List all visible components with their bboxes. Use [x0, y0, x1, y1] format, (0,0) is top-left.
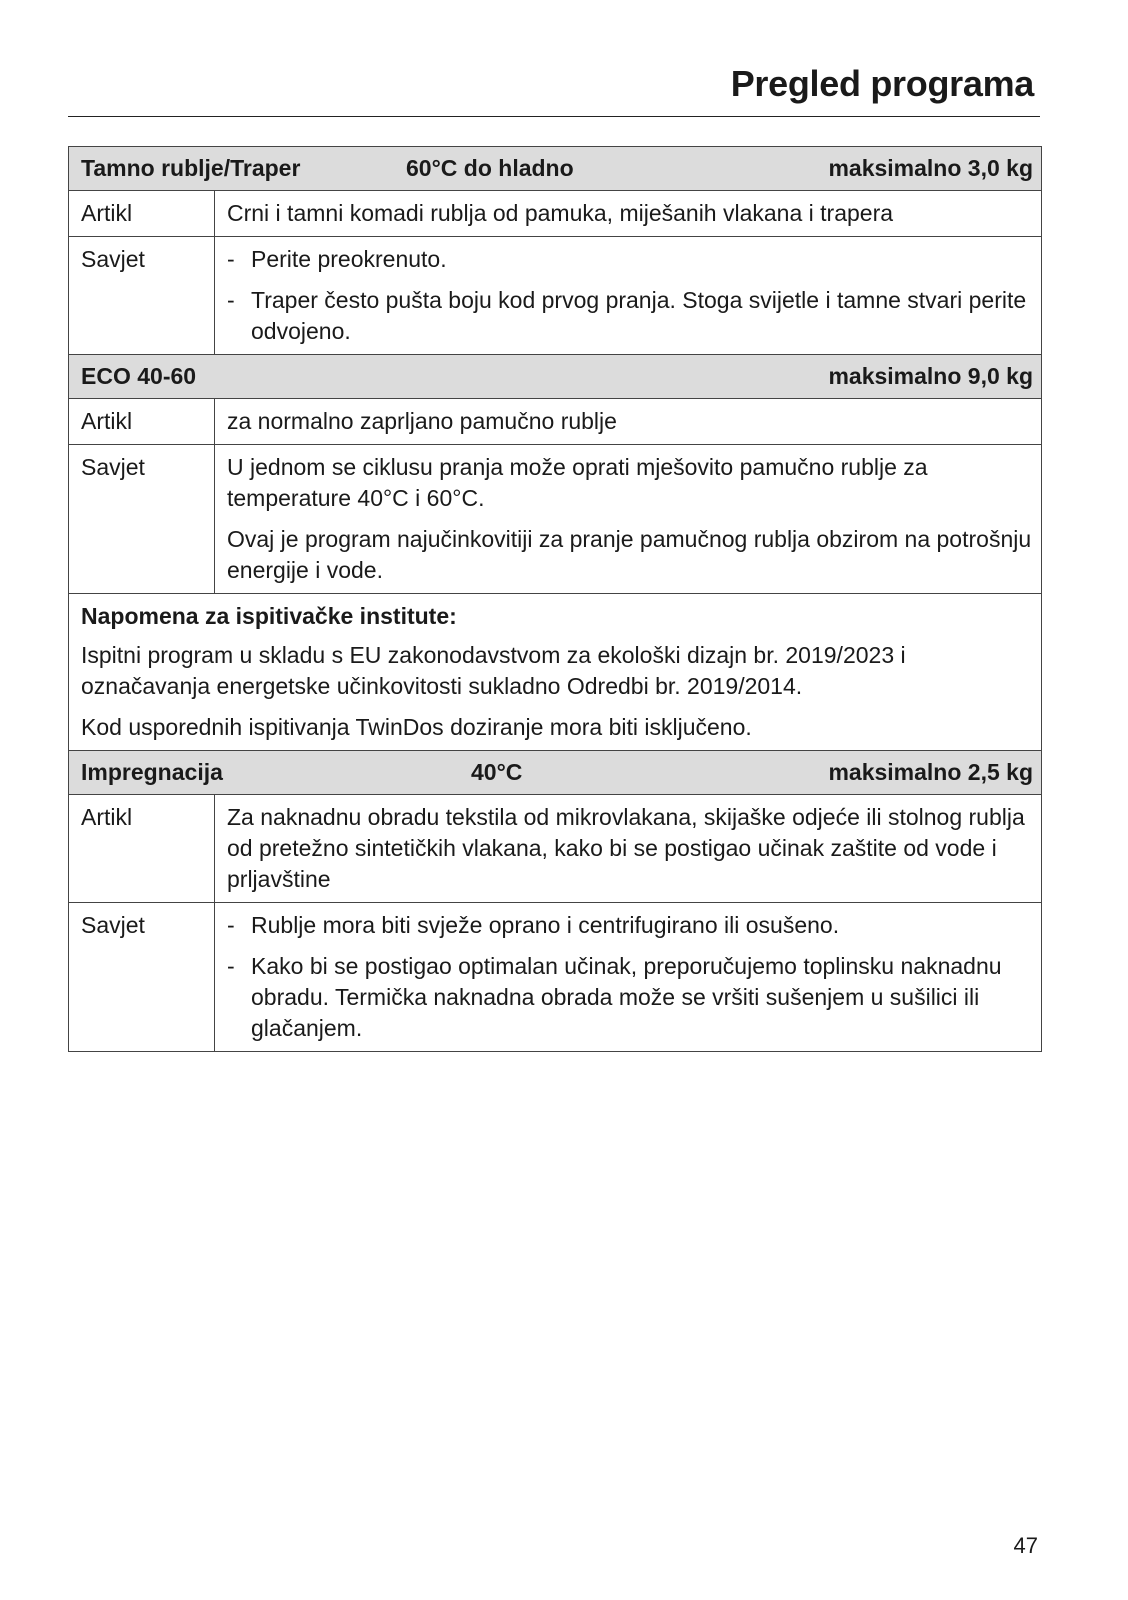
savjet-content [215, 903, 1042, 1052]
program-header-row [69, 355, 1042, 399]
artikl-row [69, 191, 1042, 237]
note-cell [69, 594, 1042, 751]
program-name: Tamno rublje/Traper [81, 155, 301, 181]
savjet-bullet [227, 285, 1033, 347]
savjet-paragraph: U jednom se ciklusu pranja može oprati mješovito pamučno rublje za temperature 40°C i 60°C. [227, 454, 928, 511]
page-number: 47 [1013, 1533, 1038, 1558]
savjet-row [69, 237, 1042, 355]
artikl-text: za normalno zaprljano pamučno rublje [215, 399, 1042, 445]
bullet-text: Kako bi se postigao optimalan učinak, preporučujemo toplinsku naknadnu obradu. Termička naknadna obrada može se vršiti sušenjem u sušilici ili glačanjem. [251, 953, 1002, 1041]
note-paragraph: Ispitni program u skladu s EU zakonodavstvom za ekološki dizajn br. 2019/2023 i označavanja energetske učinkovitosti sukladno Odredbi br. 2019/2014. [81, 642, 906, 699]
artikl-text: Za naknadnu obradu tekstila od mikrovlakana, skijaške odjeće ili stolnog rublja od pretežno sintetičkih vlakana, kako bi se postigao učinak zaštite od vode i prljavštine [215, 795, 1042, 903]
program-header-cell [69, 355, 1042, 399]
savjet-bullet [227, 244, 1033, 275]
savjet-label: Savjet [69, 445, 215, 594]
savjet-label: Savjet [69, 903, 215, 1052]
savjet-row [69, 903, 1042, 1052]
bullet-text: Traper često pušta boju kod prvog pranja. Stoga svijetle i tamne stvari perite odvojeno. [251, 287, 1027, 344]
bullet-dash: - [227, 246, 235, 272]
note-title: Napomena za ispitivačke institute: [81, 603, 457, 629]
savjet-content [215, 237, 1042, 355]
note-row [69, 594, 1042, 751]
bullet-text: Perite preokrenuto. [251, 246, 447, 272]
bullet-dash: - [227, 912, 235, 938]
program-temperature: 60°C do hladno [406, 155, 574, 181]
program-name: ECO 40-60 [81, 363, 197, 389]
page-title: Pregled programa [730, 63, 1034, 104]
page-header [68, 62, 1040, 117]
bullet-dash: - [227, 953, 235, 979]
savjet-row [69, 445, 1042, 594]
note-paragraph: Kod usporednih ispitivanja TwinDos doziranje mora biti isključeno. [81, 714, 752, 740]
program-header-row [69, 751, 1042, 795]
program-temperature: 40°C [471, 759, 523, 785]
savjet-bullet [227, 910, 1033, 941]
program-max-load: maksimalno 9,0 kg [828, 363, 1033, 389]
artikl-row [69, 399, 1042, 445]
artikl-label: Artikl [69, 399, 215, 445]
program-header-cell [69, 751, 1042, 795]
bullet-dash: - [227, 287, 235, 313]
bullet-text: Rublje mora biti svježe oprano i centrifugirano ili osušeno. [251, 912, 840, 938]
program-max-load: maksimalno 2,5 kg [828, 759, 1033, 785]
savjet-label: Savjet [69, 237, 215, 355]
artikl-label: Artikl [69, 191, 215, 237]
program-table [68, 146, 1042, 1052]
program-name: Impregnacija [81, 759, 223, 785]
program-max-load: maksimalno 3,0 kg [828, 155, 1033, 181]
artikl-row [69, 795, 1042, 903]
savjet-bullet [227, 951, 1033, 1044]
artikl-text: Crni i tamni komadi rublja od pamuka, miješanih vlakana i trapera [215, 191, 1042, 237]
program-header-row [69, 147, 1042, 191]
program-header-cell [69, 147, 1042, 191]
savjet-content [215, 445, 1042, 594]
artikl-label: Artikl [69, 795, 215, 903]
savjet-paragraph: Ovaj je program najučinkovitiji za pranje pamučnog rublja obzirom na potrošnju energije i vode. [227, 526, 1032, 583]
